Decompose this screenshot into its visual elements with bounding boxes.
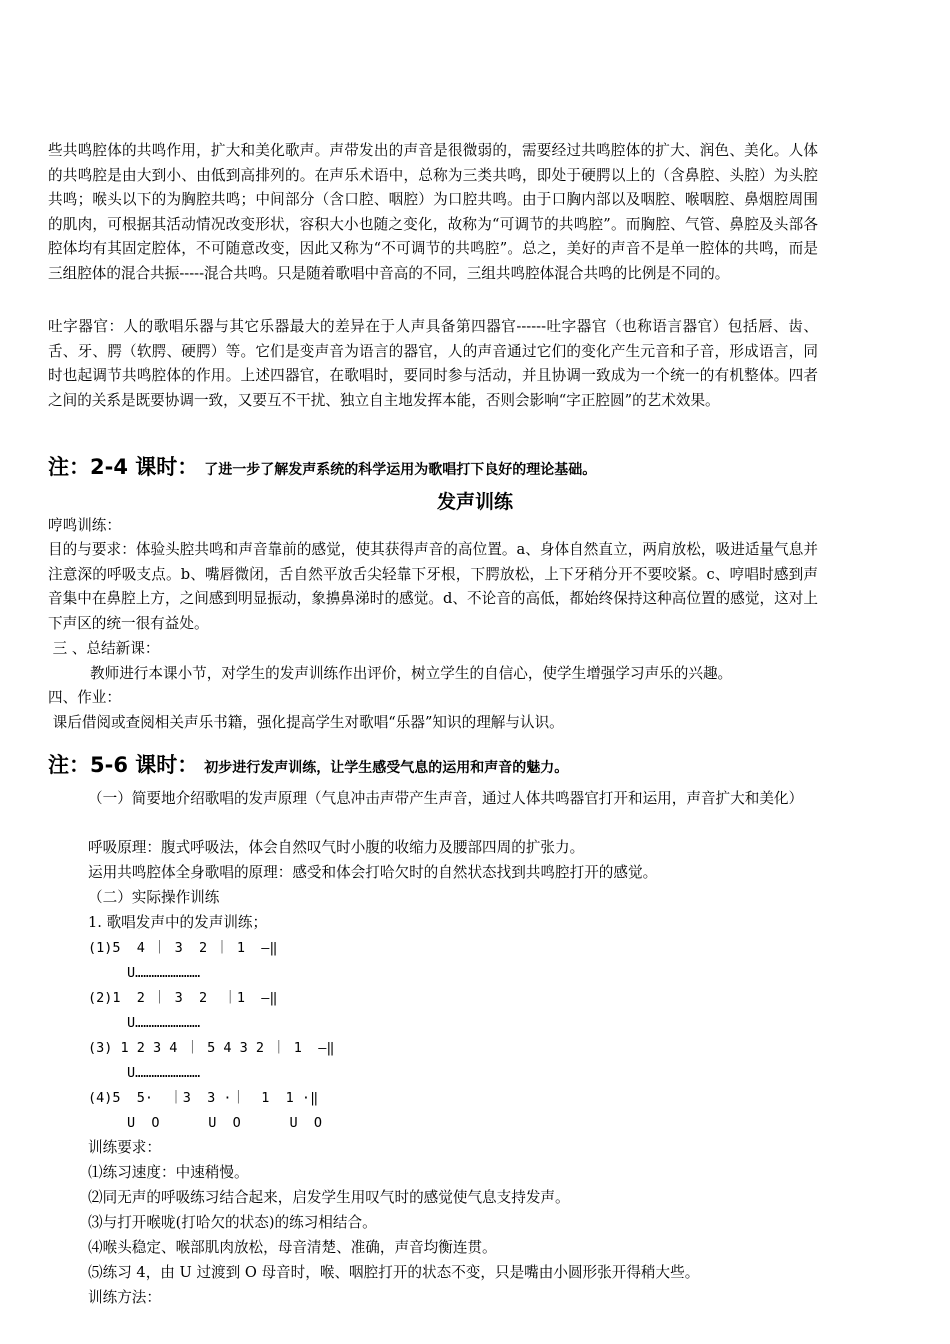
exercise-syllables: U O U O U O	[127, 1115, 323, 1131]
note-label: 注：2-4 课时：	[48, 455, 199, 479]
exercise-heading: 1. 歌唱发声中的发声训练；	[88, 914, 268, 931]
note-text: 了进一步了解发声系统的科学运用为歌唱打下良好的理论基础。	[204, 462, 597, 478]
requirement-item: ⑸练习 4，由 U 过渡到 O 母音时，喉、咽腔打开的状态不变，只是嘴由小圆形张开得稍大些。	[88, 1264, 700, 1281]
requirements-heading: 训练要求：	[88, 1139, 161, 1156]
resonance-principle: 运用共鸣腔体全身歌唱的原理：感受和体会打哈欠时的自然状态找到共鸣腔打开的感觉。	[88, 864, 658, 881]
note-lesson-5-6	[48, 749, 568, 779]
exercise-syllables: U……………………	[127, 1015, 201, 1031]
paragraph-hum-requirements: 目的与要求：体验头腔共鸣和声音靠前的感觉，使其获得声音的高位置。a、身体自然直立，两肩放松，吸进适量气息并注意深的呼吸支点。b、嘴唇微闭，舌自然平放舌尖轻靠下牙根，下腭放松，上下牙稍分开不要咬紧。c、哼唱时感到声音集中在鼻腔上方，之间感到明显振动，象擤鼻涕时的感觉。d、不论音的高低，都始终保持这种高位置的感觉，这对上下声区的统一很有益处。	[48, 541, 818, 632]
hum-training-label: 哼鸣训练：	[48, 517, 121, 534]
homework-text: 课后借阅或查阅相关声乐书籍，强化提高学生对歌唱“乐器”知识的理解与认识。	[48, 714, 564, 731]
section-title: 发声训练	[436, 491, 513, 513]
exercise-notes: (4)5 5· ｜3 3 ·｜ 1 1 ·‖	[88, 1090, 319, 1106]
exercise-notes: (3) 1 2 3 4 ｜ 5 4 3 2 ｜ 1 —‖	[88, 1040, 335, 1056]
practice-heading: （二）实际操作训练	[88, 889, 220, 906]
exercise-notes: (1)5 4 ｜ 3 2 ｜ 1 —‖	[88, 940, 278, 956]
exercise-notes: (2)1 2 ｜ 3 2 ｜1 —‖	[88, 990, 278, 1006]
intro-principle: （一）简要地介绍歌唱的发声原理（气息冲击声带产生声音，通过人体共鸣器官打开和运用，声音扩大和美化）	[88, 790, 804, 807]
method-heading: 训练方法：	[88, 1289, 161, 1306]
note-lesson-2-4	[48, 451, 596, 481]
summary-heading: 三 、总结新课：	[48, 640, 160, 657]
paragraph-resonance: 些共鸣腔体的共鸣作用，扩大和美化歌声。声带发出的声音是很微弱的，需要经过共鸣腔体的扩大、润色、美化。人体的共鸣腔是由大到小、由低到高排列的。在声乐术语中，总称为三类共鸣，即处于硬腭以上的（含鼻腔、头腔）为头腔共鸣；喉头以下的为胸腔共鸣；中间部分（含口腔、咽腔）为口腔共鸣。由于口胸内部以及咽腔、喉咽腔、鼻烟腔周围的肌肉，可根据其活动情况改变形状，容积大小也随之变化，故称为“可调节的共鸣腔”。而胸腔、气管、鼻腔及头部各腔体均有其固定腔体，不可随意改变，因此又称为“不可调节的共鸣腔”。总之，美好的声音不是单一腔体的共鸣，而是三组腔体的混合共振-----混合共鸣。只是随着歌唱中音高的不同，三组共鸣腔体混合共鸣的比例是不同的。	[48, 142, 818, 282]
exercise-syllables: U……………………	[127, 1065, 201, 1081]
summary-text: 教师进行本课小节，对学生的发声训练作出评价，树立学生的自信心，使学生增强学习声乐的兴趣。	[90, 665, 733, 682]
requirement-item: ⑴练习速度：中速稍慢。	[88, 1164, 249, 1181]
exercise-syllables: U……………………	[127, 965, 201, 981]
note-text: 初步进行发声训练，让学生感受气息的运用和声音的魅力。	[204, 760, 569, 776]
requirement-item: ⑵同无声的呼吸练习结合起来，启发学生用叹气时的感觉使气息支持发声。	[88, 1189, 570, 1206]
paragraph-articulation: 吐字器官：人的歌唱乐器与其它乐器最大的差异在于人声具备第四器官------吐字器官（也称语言器官）包括唇、齿、舌、牙、腭（软腭、硬腭）等。它们是变声音为语言的器官，人的声音通过它们的变化产生元音和子音，形成语言，同时也起调节共鸣腔体的作用。上述四器官，在歌唱时，要同时参与活动，并且协调一致成为一个统一的有机整体。四者之间的关系是既要协调一致，又要互不干扰、独立自主地发挥本能，否则会影响“字正腔圆”的艺术效果。	[48, 318, 818, 409]
requirement-item: ⑷喉头稳定、喉部肌肉放松，母音清楚、准确，声音均衡连贯。	[88, 1239, 497, 1256]
note-label: 注：5-6 课时：	[48, 753, 199, 777]
breath-principle: 呼吸原理：腹式呼吸法，体会自然叹气时小腹的收缩力及腰部四周的扩张力。	[88, 839, 585, 856]
homework-heading: 四、作业：	[48, 689, 121, 706]
requirement-item: ⑶与打开喉咙(打哈欠的状态)的练习相结合。	[88, 1214, 377, 1231]
